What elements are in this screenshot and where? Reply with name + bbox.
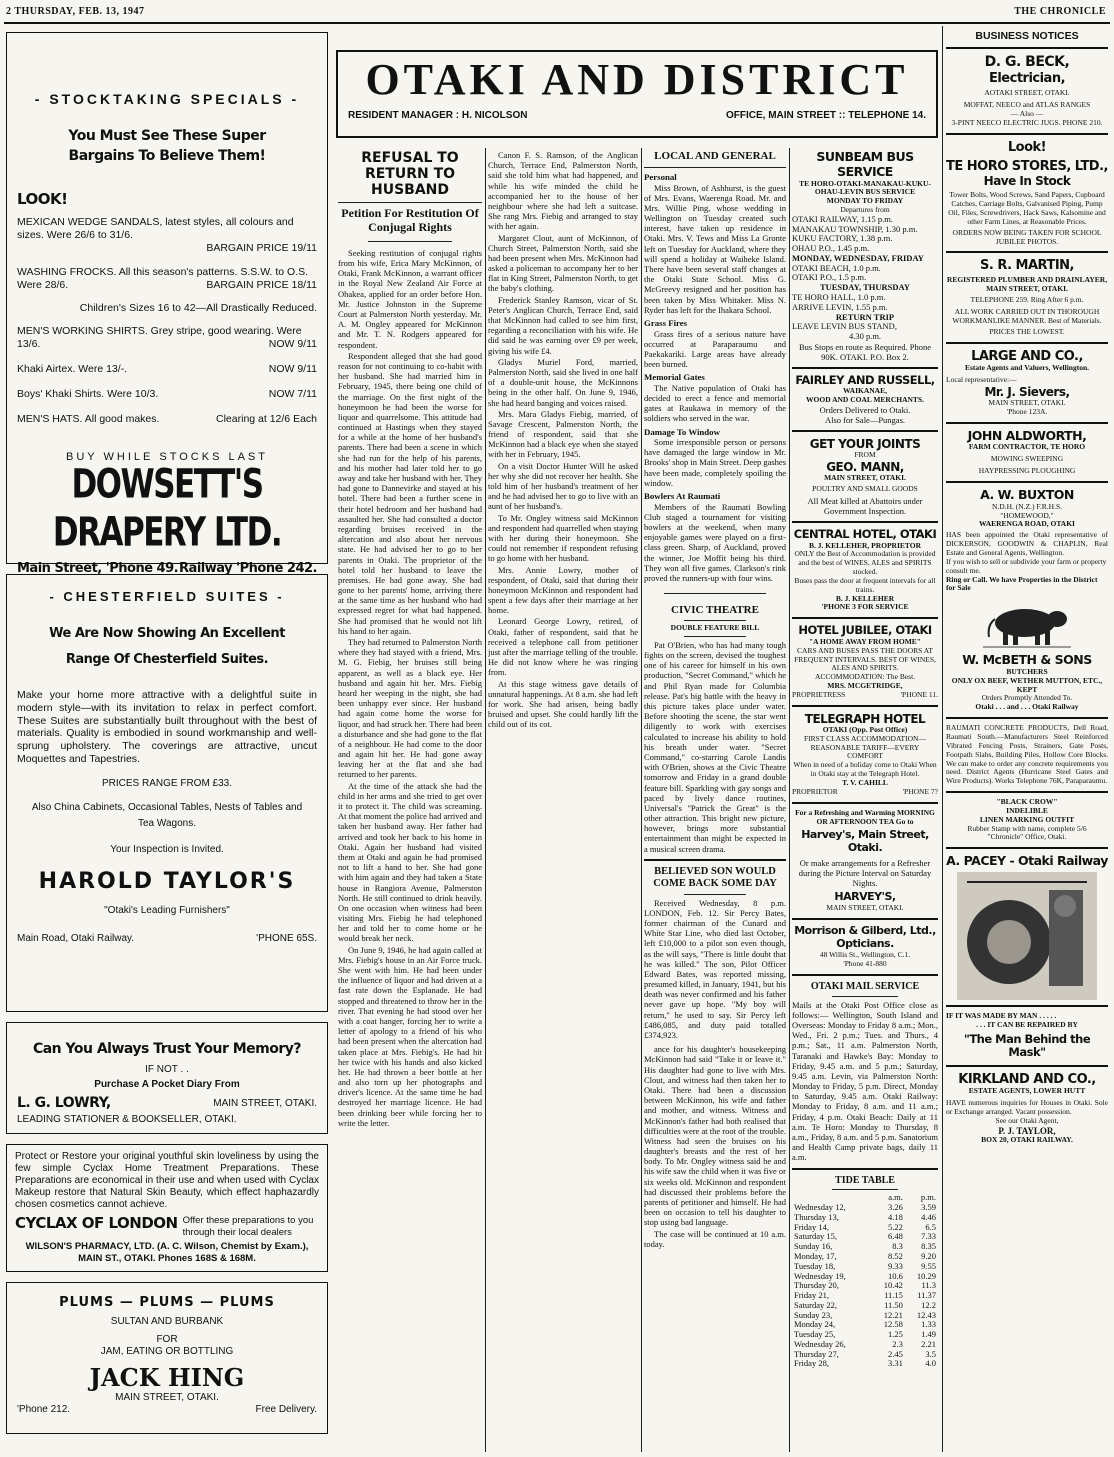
civic-body: Pat O'Brien, who has had many tough fights on the screen, devised the toughest one of his career for himself in his own production, "Secret Command," which he and Phil Ryan made for Columbia release. Pat's big battle with the heavy in this picture takes place under water. Before shooting the scene, the star went diligently to work with exercises calculated to increase his ability to hold his breath under water. "Secret Command," co-starring Carole Landis with O'Brien, shows at the Civic Theatre tomorrow and Friday in a grand double feature bill. Sparkling with gay songs and paced by lively dance routines, Universal's "Patrick the Great" is the other attraction. This bright new picture, however, brings more substantial entertainment than might be expected in a musical screen drama. bbox=[644, 639, 786, 854]
black-crow-ad: "BLACK CROW" INDELIBLE LINEN MARKING OUTFIT Rubber Stamp with name, complete 5/6 "Chronicle" Office, Otaki. bbox=[967, 797, 1087, 842]
stock-item-6: Boys' Khaki Shirts. Were 10/3. NOW 7/11 bbox=[17, 388, 317, 401]
chesterfield-lead-1: We Are Now Showing An Excellent bbox=[49, 626, 285, 642]
chesterfield-ad bbox=[6, 574, 328, 1012]
martin-plumber-ad: S. R. MARTIN, REGISTERED PLUMBER AND DRAINLAYER, MAIN STREET, OTAKI. TELEPHONE 259. Ring After 6 p.m. ALL WORK CARRIED OUT IN THOROUGH WORKMANLIKE MANNER. Best of Materials. PRICES THE LOWEST. bbox=[946, 258, 1108, 337]
left-ads-column bbox=[6, 32, 328, 1450]
main-story-column bbox=[338, 150, 482, 1450]
mcbeth-ad: W. McBETH & SONS BUTCHERS ONLY OX BEEF, WETHER MUTTON, ETC., KEPT Orders Promptly Attended To. Otaki . . . and . . . Otaki Railway bbox=[951, 652, 1103, 712]
tide-table: TIDE TABLE a.m. p.m. Wednesday 12, 3.26 3.59 Thursday 13, 4.18 4.46 Friday 14, 5.22 6.5 Saturday 15, 6.48 7.33 Sunday 16, 8.3 8.35 Monday, 17, 8.52 9.20 Tuesday 18, 9.33 9.55 Wednesday 19, 10.6 10.29 Thursday 20, 10.42 11.3 Friday 21, 11.15 11.37 Saturday 22, 11.50 12.2 Sunday 23, 12.21 12.43 Monday 24, 12.58 1.33 Tuesday 25, 1.25 1.49 Wednesday 26, 2.3 2.21 Thursday 27, 2.45 3.5 Friday 28, 3.31 4.0 bbox=[794, 1174, 936, 1369]
sunbeam-title: SUNBEAM BUS SERVICE bbox=[816, 150, 914, 179]
stocktaking-lead-2: Bargains To Believe Them! bbox=[68, 148, 266, 165]
chesterfield-invite: Your Inspection is Invited. bbox=[110, 843, 224, 855]
masthead-info bbox=[348, 110, 926, 122]
stock-item-1: MEXICAN WEDGE SANDALS, latest styles, all colours and sizes. Were 26/6 to 31/6. BARGAIN PRICE 19/11 bbox=[17, 216, 317, 255]
business-notices-column bbox=[946, 30, 1108, 1450]
cyclax-pharmacy: WILSON'S PHARMACY, LTD. (A. C. Wilson, Chemist by Exam.), MAIN ST., OTAKI. Phones 168S & 168M. bbox=[25, 1241, 309, 1264]
tyre-repair-illustration-icon bbox=[957, 872, 1097, 1000]
tide-row: Friday 21, 11.15 11.37 bbox=[794, 1290, 936, 1301]
stock-item-7: MEN'S HATS. All good makes. Clearing at 12/6 Each bbox=[17, 413, 317, 426]
sunbeam-times: OTAKI RAILWAY, 1.15 p.m. MANAKAU TOWNSHIP, 1.30 p.m. KUKU FACTORY, 1.38 p.m. OHAU P.O., 1.45 p.m. MONDAY, WEDNESDAY, FRIDAY OTAKI BEACH, 1.0 p.m. OTAKI P.O., 1.5 p.m. TUESDAY, THURSDAY TE HORO HALL, 1.0 p.m. ARRIVE LEVIN, 1.55 p.m. RETURN TRIP LEAVE LEVIN BUS STAND, 4.30 p.m. bbox=[792, 213, 924, 342]
buxton-ad: A. W. BUXTON N.D.H. (N.Z.) F.R.H.S. "HOMEWOOD," WAERENGA ROAD, OTAKI HAS been appointed the Otaki representative of DICKERSON, GOODWIN & CHAPLIN, Real Estate and General Agents, Wellington. If you wish to sell or subdivide your farm or property consult me. Ring or Call. We have Properties in the District for Sale bbox=[946, 487, 1108, 593]
story-body: Seeking restitution of conjugal rights from his wife, Erica Mary McKinnon, of Otaki, Frank McKinnon, a warrant officer in the Royal New Zealand Air Force at Ohakea, applied for an order before Hon. Mr. Justice Johnston in the Supreme Court at Palmerston North yesterday. Mr. A. M. Ongley appeared for McKinnon and Mr. T. N. Rodgers appeared for respondent. Respondent alleged that she had good reason for not continuing to co-habit with her husband. She had married him in February, 1945, there being one child of the marriage. On the first night of the honeymoon he had been the worse for liquor and quarrelsome. This attitude had continued at Hastings when they stayed for a while at the home of her husband's parents. There had been a scene in which she had run for the help of his parents, and his mother had later told her to go away and take her husband with her. They had gone to Dannevirke and stayed at his hotel. There had been a further scene in their hotel bedroom and her husband had assaulted her. She had consulted a doctor regarding bruises received in the altercation and also about her nervous state. He had advised her to go to her parents in Otaki. The proprietor of the hotel told her husband to leave the premises. He had gone away. She had gone to her parents' home, arriving there at the same time as her husband who had expressed regret for what had happened. She had promised that he would not lift his hand to her again. They had returned to Palmerston North where they had stayed with a friend, Mrs. M. G. Fiebig, her bruises still being apparent, as well as a black eye. Her husband and again hit her. Mrs. Fiebig heard her weeping in the night, she had been unhappy ever since. Her husband had again come home the worse for liquor, and had struck her. There had been a disturbance and she had gone to the flat of a neighbour. He had come to the door and again hit her. He had gone away leaving her at the flat and she had returned to her parents. At the time of the attack she had the child in her arms and she tried to get over it to protect it. The child was screaming. At that moment the police had arrived and taken her husband away. Her father had arrived and took her back to his home in Otaki. Again her husband had visited them at Otaki and again he had promised not to lift a hand to her. She had gone with him again and they had taken a State house in Rangiora Avenue, Palmerston North. He still continued to drink heavily. On one occasion when witness had been visiting Mrs. Fiebig he had telephoned her and told her to come home or he would break her neck. On June 9, 1946, he had again called at Mrs. Fiebig's house in an Air Force truck. She went with him. He had been under the influence of liquor and had driven at a fast rate down the Esplanade. He had stopped and threatened to throw her in the river. That evening he had stood over her with a coat hanger, forcing her to write a letter of apology to a friend of his who had been present when the altercation had taken place at Mrs. Fiebig's. He had hit her twice with his hands and also kicked her. He had thrown a beer bottle at her and also torn up her photographs and driver's licence. At the same time he had destroyed her marriage licence. He had been drinking beer while forcing her to write the letter. bbox=[338, 247, 482, 1128]
tide-row: Monday, 17, 8.52 9.20 bbox=[794, 1251, 936, 1261]
mail-service: OTAKI MAIL SERVICE Mails at the Otaki Post Office close as follows:— Wellington, South Island and Overseas: Monday to Friday 8 a.m.; Mon., Wed., Fri. 2 p.m.; Tues. and Thurs., 4 p.m.; Sat., 11 a.m. Palmerston North, Taranaki and Hawke's Bay: Monday to Friday, 9.45 a.m. and 5 p.m.; Saturday, 9.45 a.m. Levin, via Palmerston North: Monday to Friday, 5 p.m. Direct, Monday to Saturday, 9.45 a.m. Otaki Railway: Monday to Friday, 8 a.m. and 11 a.m.; Friday, 4 p.m. Otaki Beach: Daily at 11 a.m. Te Horo: Monday to Thursday, 8 a.m., Friday, 8 a.m. and 5 p.m. Sanatorium and Health Camp private bags, daily 11 a.m. bbox=[792, 980, 938, 1163]
dowsett-logo: DOWSETT'S DRAPERY LTD. bbox=[52, 460, 282, 555]
pacey-ad: A. PACEY - Otaki Railway bbox=[946, 854, 1108, 1000]
sunbeam-bus-ad bbox=[792, 150, 938, 362]
geo-mann-ad: GET YOUR JOINTS FROM GEO. MANN, MAIN STREET, OTAKI. POULTRY AND SMALL GOODS All Meat killed at Abattoirs under Government Inspection. bbox=[807, 437, 923, 516]
plums-title: PLUMS — PLUMS — PLUMS bbox=[59, 1295, 275, 1310]
story-headline: REFUSAL TO RETURN TO HUSBAND bbox=[361, 150, 459, 199]
cyclax-brand-line: CYCLAX OF LONDON Offer these preparations to you through their local dealers bbox=[15, 1215, 314, 1239]
tide-row: Saturday 22, 11.50 12.2 bbox=[794, 1299, 936, 1310]
stock-item-2: WASHING FROCKS. All this season's patterns. S.S.W. to O.S. Were 28/6. BARGAIN PRICE 18/11 bbox=[17, 265, 317, 291]
stock-item-3: Children's Sizes 16 to 42—All Drastically Reduced. bbox=[79, 301, 317, 314]
beck-ad: D. G. BECK, Electrician, AOTAKI STREET, OTAKI. MOFFAT, NEECO and ATLAS RANGES — Also — 3-PINT NEECO ELECTRIC JUGS. PHONE 210. bbox=[951, 54, 1103, 127]
chesterfield-title: - CHESTERFIELD SUITES - bbox=[49, 589, 285, 604]
tide-row: Friday 14, 5.22 6.5 bbox=[794, 1221, 936, 1232]
lowry-name-line: L. G. LOWRY, MAIN STREET, OTAKI. bbox=[17, 1095, 317, 1112]
story-tail: ance for his daughter's housekeeping McKinnon had said "Take it or leave it." His daughter had gone to live with Mrs. Clout, and witness had then taken her to Otaki. There had been a discussion between McKinnon, his wife and father and mother, and witness. Witness and McKinnon's father had both realised that difficulties were at the root of the trouble. Witness had seen the bruises on his daughter's breasts and the rest of her body. To Mr. Ongley witness said he and his wife saw the child when it was five or six weeks old. McKinnon and respondent had discussed their problems before the parents of petitioner and himself. He had been on occasion to tell his daughter to stop using bad language. The case will be continued at 10 a.m. today. bbox=[644, 1044, 786, 1249]
jack-hing-ad bbox=[6, 1282, 328, 1434]
jack-hing-logo: JACK HING bbox=[89, 1362, 245, 1392]
large-co-ad: LARGE AND CO., Estate Agents and Valuers, Wellington. Local representative:— Mr. J. Sievers, MAIN STREET, OTAKI. 'Phone 123A. bbox=[946, 348, 1090, 416]
tide-row: Tuesday 18, 9.33 9.55 bbox=[794, 1260, 936, 1271]
sunbeam-days: MONDAY TO FRIDAY bbox=[826, 196, 904, 206]
tide-row: Sunday 23, 12.21 12.43 bbox=[794, 1309, 936, 1320]
man-behind-mask-ad: IF IT WAS MADE BY MAN . . . . . . . . IT CAN BE REPAIRED BY "The Man Behind the Mask" bbox=[946, 1011, 1091, 1060]
tide-row: Tuesday 25, 1.25 1.49 bbox=[794, 1329, 936, 1340]
te-horo-stores-ad: Look! TE HORO STORES, LTD., Have In Stock Tower Bolts, Wood Screws, Sand Papers, Cupboard Catches, Carriage Bolts, Galvanised Piping, Pump Oil, Files, Screwdrivers, Hack Saws, Kalsomine and other Farm Lines, at Reasonable Prices. ORDERS NOW BEING TAKEN FOR SCHOOL JUBILEE PHOTOS. bbox=[946, 139, 1108, 246]
stocktaking-ad bbox=[6, 32, 328, 576]
running-header bbox=[6, 6, 1106, 20]
lowry-ad bbox=[6, 1022, 328, 1134]
sunbeam-route: TE HORO-OTAKI-MANAKAU-KUKU-OHAU-LEVIN BUS SERVICE bbox=[799, 178, 931, 197]
stock-item-4: MEN'S WORKING SHIRTS. Grey stripe, good wearing. Were 13/6. NOW 9/11 bbox=[17, 324, 317, 351]
hotel-jubilee-ad: HOTEL JUBILEE, OTAKI "A HOME AWAY FROM HOME" CARS AND BUSES PASS THE DOORS AT FREQUENT INTERVALS. BEST OF WINES, ALES AND SPIRITS. ACCOMMODATION: The Best. MRS. MCGETRIDGE, PROPRIETRESS 'PHONE 11. bbox=[792, 623, 938, 699]
stocktaking-title: - STOCKTAKING SPECIALS - bbox=[34, 91, 300, 107]
chesterfield-body: Make your home more attractive with a delightful suite in modern style—with its invitation to relax in perfect comfort. These Suites are substantially built throughout with the best of materials. Quality is embodied in sound workmanship and well-sprung upholstery. The coverings are attractive, uncut Moquettes and Tapestries. bbox=[17, 688, 317, 765]
tide-row: Thursday 13, 4.18 4.46 bbox=[794, 1211, 936, 1222]
lowry-ifnot: IF NOT . . bbox=[145, 1063, 189, 1075]
office-telephone: OFFICE, MAIN STREET :: TELEPHONE 14. bbox=[725, 110, 926, 121]
jack-hing-street: MAIN STREET, OTAKI. bbox=[115, 1392, 219, 1404]
cyclax-body: Protect or Restore your original youthful skin loveliness by using the few simple Cyclax Home Treatment Preparations. These Preparations are economical in their use and when used with Cyclax Makeup restore that Natural Skin Beauty, which effect haphazardly chosen cosmetics cannot achieve. bbox=[15, 1151, 319, 1210]
header-paper-name: THE CHRONICLE bbox=[1014, 6, 1106, 17]
sunbeam-departs: Departures from bbox=[840, 205, 890, 215]
stock-item-5: Khaki Airtex. Were 13/-. NOW 9/11 bbox=[17, 363, 317, 376]
harold-taylor-address: Main Road, Otaki Railway. 'PHONE 65S. bbox=[17, 933, 317, 945]
chesterfield-prices: PRICES RANGE FROM £33. bbox=[101, 777, 233, 789]
tide-row: Thursday 20, 10.42 11.3 bbox=[794, 1280, 936, 1291]
chesterfield-also: Also China Cabinets, Occasional Tables, Nests of Tables and Tea Wagons. bbox=[31, 801, 303, 829]
dowsett-address: Main Street, 'Phone 49. Railway 'Phone 242. bbox=[17, 560, 317, 576]
story-continued-column bbox=[488, 150, 638, 1450]
believed-body: Received Wednesday, 8 p.m. LONDON, Feb. 12. Sir Percy Bates, former chairman of the Cunard and White Star Line, who died last October, left £10,000 to a pilot son even though, as the will says, "There is little doubt that he was killed." The son, Pilot Officer Edward Bates, was reported missing, presumed killed, in January, 1941, but his death was never confirmed and his father never gave up hope. "My boy will return," he used to say. Sir Percy left £486,085, and duty paid totalled £374,923. bbox=[644, 897, 786, 1041]
aldworth-ad: JOHN ALDWORTH, FARM CONTRACTOR, TE HORO MOWING SWEEPING HAYPRESSING PLOUGHING bbox=[967, 427, 1087, 476]
plums-for: FOR bbox=[156, 1334, 178, 1346]
tide-row: Wednesday 19, 10.6 10.29 bbox=[794, 1270, 936, 1281]
jack-hing-contact: 'Phone 212. Free Delivery. bbox=[17, 1403, 317, 1415]
central-hotel-ad: CENTRAL HOTEL, OTAKI B. J. KELLEHER, PROPRIETOR ONLY the Best of Accommodation is provided and the best of WINES, ALES and SPIRITS stocked. Buses pass the door at frequent intervals for all trains. B. J. KELLEHER 'PHONE 3 FOR SERVICE bbox=[793, 527, 937, 612]
civic-title: CIVIC THEATRE bbox=[671, 604, 759, 617]
business-notices-heading: BUSINESS NOTICES bbox=[975, 30, 1079, 42]
plums-varieties: SULTAN AND BURBANK bbox=[110, 1316, 224, 1328]
service-ads-column bbox=[792, 150, 938, 1450]
civic-subtitle: DOUBLE FEATURE BILL bbox=[670, 623, 760, 633]
lowry-title: Can You Always Trust Your Memory? bbox=[32, 1041, 302, 1057]
sunbeam-footer: Bus Stops en route as Required. Phone 90K. OTAKI. P.O. Box 2. bbox=[799, 341, 931, 362]
story-subhead: Petition For Restitution Of Conjugal Rights bbox=[341, 206, 479, 235]
tide-row: Wednesday 26, 2.3 2.21 bbox=[794, 1338, 936, 1349]
tide-row: Wednesday 12, 3.26 3.59 bbox=[794, 1202, 936, 1213]
morrison-gilberd-ad: Morrison & Gilberd, Ltd., Opticians. 48 Willis St., Wellington, C.1. 'Phone 41-880 bbox=[794, 924, 936, 968]
tide-row: Saturday 15, 6.48 7.33 bbox=[794, 1231, 936, 1242]
tide-row: Thursday 27, 2.45 3.5 bbox=[794, 1348, 936, 1359]
harold-taylor-logo: HAROLD TAYLOR'S bbox=[38, 869, 296, 895]
local-general-column bbox=[644, 150, 786, 1450]
stocktaking-lead-1: You Must See These Super bbox=[68, 127, 266, 144]
tide-row: Monday 24, 12.58 1.33 bbox=[794, 1319, 936, 1330]
believed-title: BELIEVED SON WOULD COME BACK SOME DAY bbox=[653, 865, 777, 890]
masthead-title: OTAKI AND DISTRICT bbox=[365, 55, 909, 104]
chesterfield-lead-2: Range Of Chesterfield Suites. bbox=[65, 651, 269, 667]
tide-row: Friday 28, 3.31 4.0 bbox=[794, 1358, 936, 1369]
masthead bbox=[336, 50, 938, 138]
kirkland-ad: KIRKLAND AND CO., ESTATE AGENTS, LOWER HUTT HAVE numerous inquiries for Houses in Otaki. Sole or Exchange arranged. Vacant possession. See our Otaki Agent, P. J. TAYLOR, BOX 20, OTAKI RAILWAY. bbox=[946, 1071, 1108, 1145]
raumati-concrete-ad: RAUMATI CONCRETE PRODUCTS, Dell Road, Raumati South.—Manufacturers Steel Reinforced Vibrated Fencing Posts, Strainers, Gate Posts, Footpath Slabs, Building Piles, Hollow Core Blocks. We can make to order any concrete requirements you need. District Agents (Hurricane Steel Gates and Wire Products). Works Telephone 76K, Paraparaumu. bbox=[946, 723, 1108, 786]
lowry-purchase: Purchase A Pocket Diary From bbox=[94, 1079, 240, 1091]
plums-use: JAM, EATING OR BOTTLING bbox=[100, 1345, 234, 1357]
story-body-continued: Canon F. S. Ramson, of the Anglican Church, Terrace End, Palmerston North, said she told him what had happened, and while his wife minded the child he accompanied her to the house of her neighbour where she had left a suitcase. She rang Mrs. Fiebig and arranged to stay with her again. Margaret Clout, aunt of McKinnon, of Church Street, Palmerston North, said she had been present when Mrs. McKinnon had asked a policeman to accompany her to her flat in King Street, Palmerston North, to get the baby's clothing. Frederick Stanley Ramson, vicar of St. Peter's Anglican Church, Terrace End, said that McKinnon had called to see him first, regarding a reconciliation with his wife. He did said he was earning over £9 per week, giving his wife £4. Gladys Muriel Ford, married, Palmerston North, said she lived in one half of a double-unit house, the McKinnons being in the other half. On June 9, 1946, she had heard banging and voices raised. Mrs. Mara Gladys Fiebig, married, of Savage Crescent, Palmerston North, the friend of respondent, said that she McKinnon had a black eye when she stayed with her in February, 1945. On a visit Doctor Hunter Will he asked her why she did not recover her health. She told him of her husband's treatment of her and he had advised her to go to live with an aunt of her husband's. To Mr. Ongley witness said McKinnon and respondent had quarrelled when staying with her during their honeymoon. She could not remember if respondent refusing to go home with her husband. Mrs. Annie Lowry, mother of respondent, of Otaki, said that during their honeymoon McKinnon and respondent had spent a few days after their marriage at her home. Leonard George Lowry, retired, of Otaki, father of respondent, said that he received a telephone call from petitioner just after the marriage telling of the trouble. He did not know where he was ringing from. At this stage witness gave details of unnatural happenings. At 8 a.m. she had left for work. She had arisen, being badly bruised and upset. She could hardly lift the child out of its cot. bbox=[488, 150, 638, 730]
header-rule bbox=[4, 22, 1110, 24]
cyclax-ad bbox=[6, 1144, 328, 1272]
bull-illustration-icon bbox=[981, 597, 1073, 649]
stocktaking-buy: BUY WHILE STOCKS LAST bbox=[66, 450, 268, 463]
lowry-trade: LEADING STATIONER & BOOKSELLER, OTAKI. bbox=[17, 1113, 237, 1125]
telegraph-hotel-ad: TELEGRAPH HOTEL OTAKI (Opp. Post Office) FIRST CLASS ACCOMMODATION—REASONABLE TARIFF—EVERY COMFORT When in need of a holiday come to Otaki When in Otaki stay at the Telegraph Hotel. T. V. CAHILL PROPRIETOR 'PHONE 7? bbox=[792, 711, 938, 796]
harold-taylor-tagline: "Otaki's Leading Furnishers" bbox=[104, 905, 230, 917]
local-items: Personal Miss Brown, of Ashhurst, is the guest of Mrs. Evans, Waerenga Road. Mr. and Mrs. Willie Ping, whose wedding in Wellington on Tuesday created such interest, have taken up residence in Otaki. Mrs. V. Tews and Miss La Gronte left on Tuesday for Auckland, where they will spend a holiday at Waiheke Island. There have been several staff changes at the Otaki State School. Miss G. McGreevy resigned and her position has been taken by Miss Whitaker. Miss N. Ryder has left for the Ihakara School. Grass Fires Grass fires of a serious nature have occurred at Paraparaumu and Paekakariki. Large areas have already been burned. Memorial Gates The Native population of Otaki has decided to erect a fence and memorial gates at Raukawa in memory of the soldiers who served in the war. Damage To Window Some irresponsible person or persons have damaged the large window in Mr. Brooks' shop in Main Street. Deep gashes have been made, completely spoiling the window. Bowlers At Raumati Members of the Raumati Bowling Club staged a tournament for visiting bowlers at the weekend, when many enjoyable games were played on a first-class green. Sharp, of Auckland, proved the winner, Joe Moffit being his third. They won all five games. Clarkson's rink proved the runners-up with four wins. bbox=[644, 171, 786, 583]
resident-manager: RESIDENT MANAGER : H. NICOLSON bbox=[348, 110, 528, 121]
fairley-russell-ad: FAIRLEY AND RUSSELL, WAIKANAE, WOOD AND COAL MERCHANTS. Orders Delivered to Otaki. Also for Sale—Pungas. bbox=[795, 372, 935, 426]
stocktaking-look: LOOK! bbox=[17, 189, 68, 208]
header-date: 2 THURSDAY, FEB. 13, 1947 bbox=[6, 6, 145, 17]
harveys-ad: For a Refreshing and Warming MORNING OR AFTERNOON TEA Go to Harvey's, Main Street, Otaki. Or make arrangements for a Refresher during the Picture Interval on Saturday Nights. HARVEY'S, MAIN STREET, OTAKI. bbox=[795, 807, 935, 913]
local-heading: LOCAL AND GENERAL bbox=[654, 150, 776, 162]
tide-row: Sunday 16, 8.3 8.35 bbox=[794, 1241, 936, 1252]
